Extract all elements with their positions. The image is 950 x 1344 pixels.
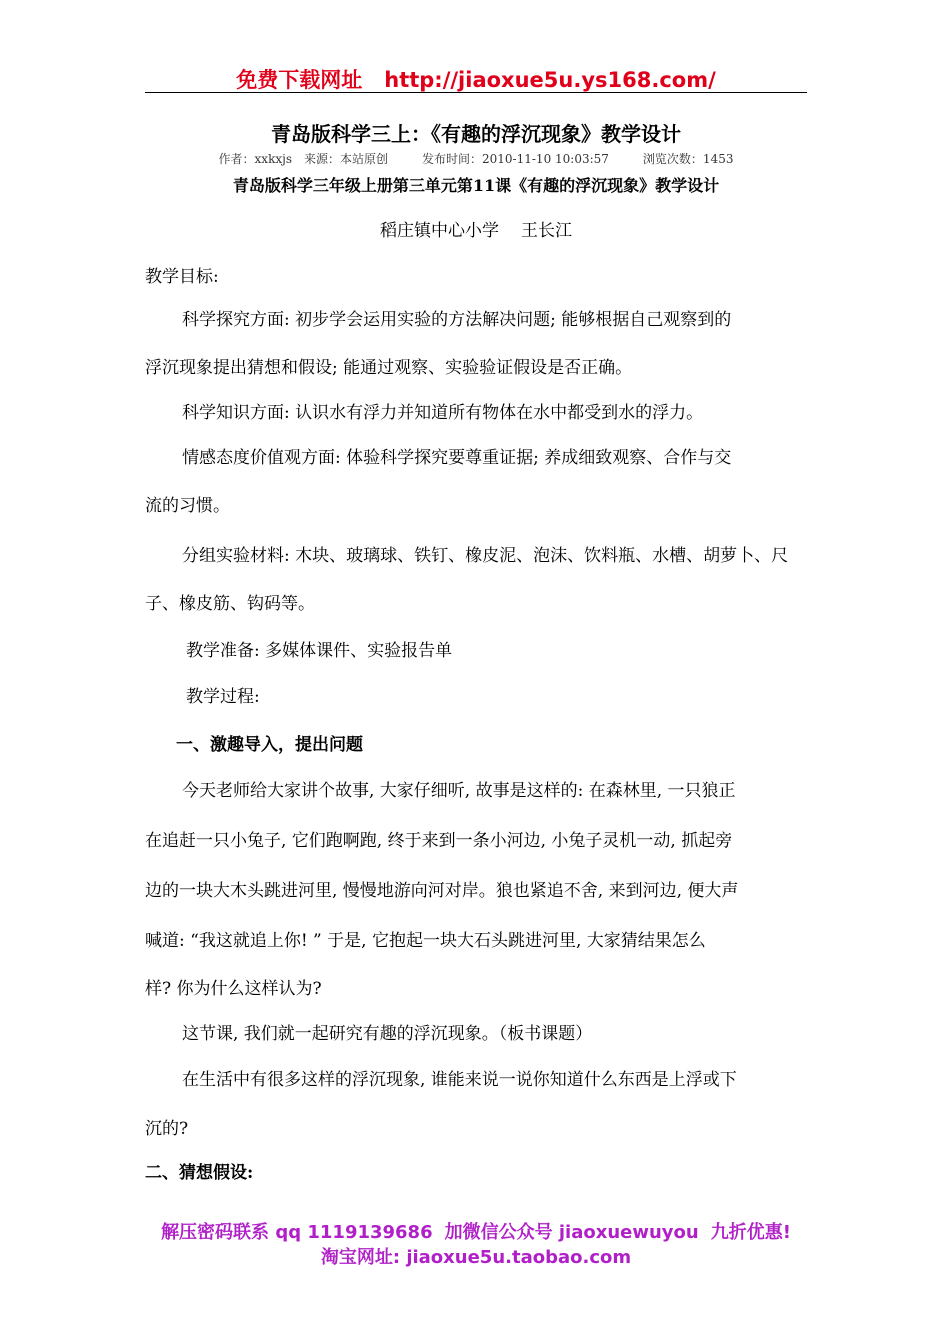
- body-line: 科学探究方面: 初步学会运用实验的方法解决问题; 能够根据自己观察到的: [182, 310, 732, 330]
- header-banner: [145, 64, 807, 94]
- body-line: 情感态度价值观方面: 体验科学探究要尊重证据; 养成细致观察、合作与交: [182, 448, 732, 468]
- body-line: 样? 你为什么这样认为?: [145, 979, 322, 999]
- school-name: 稻庄镇中心小学: [380, 221, 499, 241]
- footer-wechat: 加微信公众号 jiaoxuewuyou: [444, 1222, 699, 1243]
- section-heading: 二、猜想假设:: [145, 1163, 254, 1183]
- meta-views: 浏览次数：1453: [642, 152, 734, 166]
- body-line: 分组实验材料: 木块、玻璃球、铁钉、橡皮泥、泡沫、饮料瓶、水槽、胡萝卜、尺: [182, 546, 789, 566]
- body-line: 这节课, 我们就一起研究有趣的浮沉现象。（板书课题）: [182, 1024, 593, 1044]
- meta-author: 作者：xxkxjs: [218, 152, 292, 166]
- article-meta: [145, 150, 807, 167]
- header-label: 免费下载网址: [236, 68, 363, 92]
- body-line: 教学过程:: [186, 687, 260, 707]
- body-line: 教学目标:: [145, 267, 219, 287]
- body-line: 科学知识方面: 认识水有浮力并知道所有物体在水中都受到水的浮力。: [182, 403, 704, 423]
- footer-taobao-link[interactable]: 淘宝网址: jiaoxue5u.taobao.com: [320, 1247, 632, 1268]
- body-line: 流的习惯。: [145, 496, 230, 516]
- body-line: 沉的?: [145, 1119, 189, 1139]
- section-heading: 一、激趣导入，提出问题: [176, 735, 363, 755]
- body-line: 子、橡皮筋、钩码等。: [145, 594, 315, 614]
- body-line: 今天老师给大家讲个故事, 大家仔细听, 故事是这样的: 在森林里, 一只狼正: [182, 781, 736, 801]
- footer-contact: [145, 1218, 807, 1244]
- body-line: 在生活中有很多这样的浮沉现象, 谁能来说一说你知道什么东西是上浮或下: [182, 1070, 737, 1090]
- lesson-subtitle: 青岛版科学三年级上册第三单元第11课《有趣的浮沉现象》教学设计: [232, 176, 720, 195]
- body-line: 教学准备: 多媒体课件、实验报告单: [186, 641, 453, 661]
- footer-discount: 九折优惠!: [710, 1222, 791, 1243]
- body-line: 在追赶一只小兔子, 它们跑啊跑, 终于来到一条小河边, 小兔子灵机一动, 抓起旁: [145, 831, 733, 851]
- meta-published: 发布时间：2010-11-10 10:03:57: [422, 152, 609, 166]
- header-url-link[interactable]: http://jiaoxue5u.ys168.com/: [384, 68, 716, 92]
- byline: [145, 216, 807, 241]
- body-line: 边的一块大木头跳进河里, 慢慢地游向河对岸。狼也紧追不舍, 来到河边, 便大声: [145, 881, 739, 901]
- meta-source: 来源：本站原创: [304, 152, 389, 166]
- footer-qq: 解压密码联系 qq 1119139686: [161, 1222, 433, 1243]
- teacher-name: 王长江: [521, 221, 572, 241]
- body-line: 浮沉现象提出猜想和假设; 能通过观察、实验验证假设是否正确。: [145, 358, 633, 378]
- header-divider: [145, 92, 807, 93]
- body-line: 喊道: “我这就追上你! ” 于是, 它抱起一块大石头跳进河里, 大家猜结果怎么: [145, 931, 706, 951]
- page-title: 青岛版科学三上：《有趣的浮沉现象》教学设计: [271, 122, 681, 146]
